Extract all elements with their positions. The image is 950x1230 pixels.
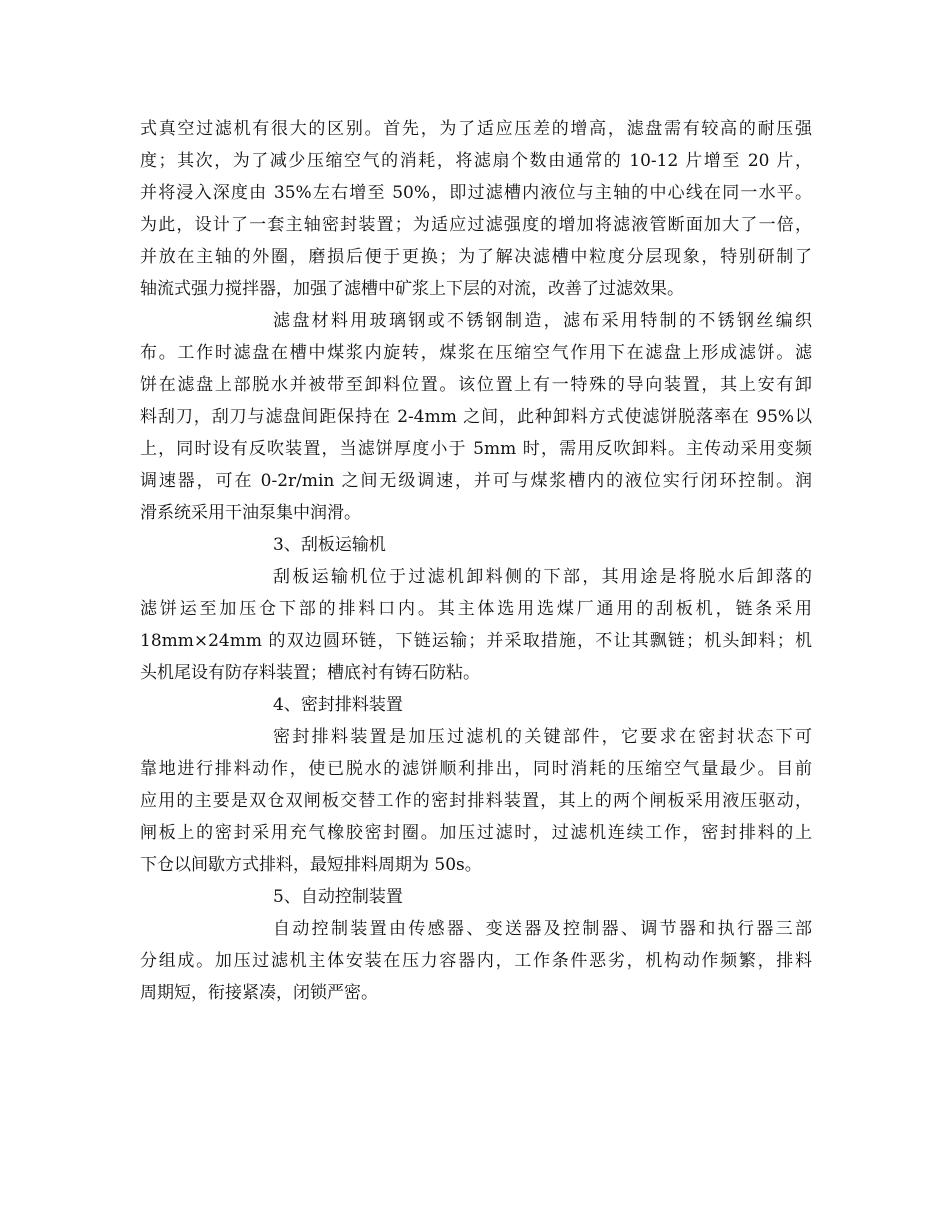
section-heading-3: 3、刮板运输机 xyxy=(273,535,386,555)
text-line: 并将浸入深度由 35%左右增至 50%，即过滤槽内液位与主轴的中心线在同一水平。 xyxy=(140,183,812,203)
text-line: 上，同时设有反吹装置，当滤饼厚度小于 5mm 时，需用反吹卸料。主传动采用变频 xyxy=(140,439,812,459)
text-line: 头机尾设有防存料装置；槽底衬有铸石防粘。 xyxy=(140,663,480,683)
text-line: 周期短，衔接紧凑，闭锁严密。 xyxy=(140,983,378,1003)
text-line: 应用的主要是双仓双闸板交替工作的密封排料装置，其上的两个闸板采用液压驱动， xyxy=(140,791,812,811)
text-line: 密封排料装置是加压过滤机的关键部件，它要求在密封状态下可 xyxy=(273,727,812,747)
document-page xyxy=(140,113,812,1009)
text-line: 刮板运输机位于过滤机卸料侧的下部，其用途是将脱水后卸落的 xyxy=(273,567,812,587)
text-line: 并放在主轴的外圈，磨损后便于更换；为了解决滤槽中粒度分层现象，特别研制了 xyxy=(140,247,812,267)
paragraph-5 xyxy=(140,913,812,1009)
paragraph-3 xyxy=(140,561,812,689)
text-line: 滑系统采用干油泵集中润滑。 xyxy=(140,503,361,523)
text-line: 料刮刀，刮刀与滤盘间距保持在 2-4mm 之间，此种卸料方式使滤饼脱落率在 95%以 xyxy=(140,407,812,427)
text-line: 轴流式强力搅拌器，加强了滤槽中矿浆上下层的对流，改善了过滤效果。 xyxy=(140,279,684,299)
section-heading-4: 4、密封排料装置 xyxy=(273,695,403,715)
text-line: 分组成。加压过滤机主体安装在压力容器内，工作条件恶劣，机构动作频繁，排料 xyxy=(140,951,812,971)
text-line: 滤饼运至加压仓下部的排料口内。其主体选用选煤厂通用的刮板机，链条采用 xyxy=(140,599,812,619)
text-line: 滤盘材料用玻璃钢或不锈钢制造，滤布采用特制的不锈钢丝编织 xyxy=(273,311,812,331)
text-line: 下仓以间歇方式排料，最短排料周期为 50s。 xyxy=(140,855,482,875)
text-line: 闸板上的密封采用充气橡胶密封圈。加压过滤时，过滤机连续工作，密封排料的上 xyxy=(140,823,812,843)
text-line: 18mm×24mm 的双边圆环链，下链运输；并采取措施，不让其飘链；机头卸料；机 xyxy=(140,631,812,651)
text-line: 式真空过滤机有很大的区别。首先，为了适应压差的增高，滤盘需有较高的耐压强 xyxy=(140,119,812,139)
text-line: 调速器，可在 0-2r/min 之间无级调速，并可与煤浆槽内的液位实行闭环控制。润 xyxy=(140,471,812,491)
paragraph-4 xyxy=(140,721,812,881)
text-line: 为此，设计了一套主轴密封装置；为适应过滤强度的增加将滤液管断面加大了一倍， xyxy=(140,215,812,235)
paragraph-2 xyxy=(140,305,812,529)
text-line: 自动控制装置由传感器、变送器及控制器、调节器和执行器三部 xyxy=(273,919,812,939)
text-line: 度；其次，为了减少压缩空气的消耗，将滤扇个数由通常的 10-12 片增至 20 片， xyxy=(140,151,812,171)
section-heading-5: 5、自动控制装置 xyxy=(273,887,403,907)
text-line: 靠地进行排料动作，使已脱水的滤饼顺利排出，同时消耗的压缩空气量最少。目前 xyxy=(140,759,812,779)
paragraph-1 xyxy=(140,113,812,305)
text-line: 饼在滤盘上部脱水并被带至卸料位置。该位置上有一特殊的导向装置，其上安有卸 xyxy=(140,375,812,395)
text-line: 布。工作时滤盘在槽中煤浆内旋转，煤浆在压缩空气作用下在滤盘上形成滤饼。滤 xyxy=(140,343,812,363)
